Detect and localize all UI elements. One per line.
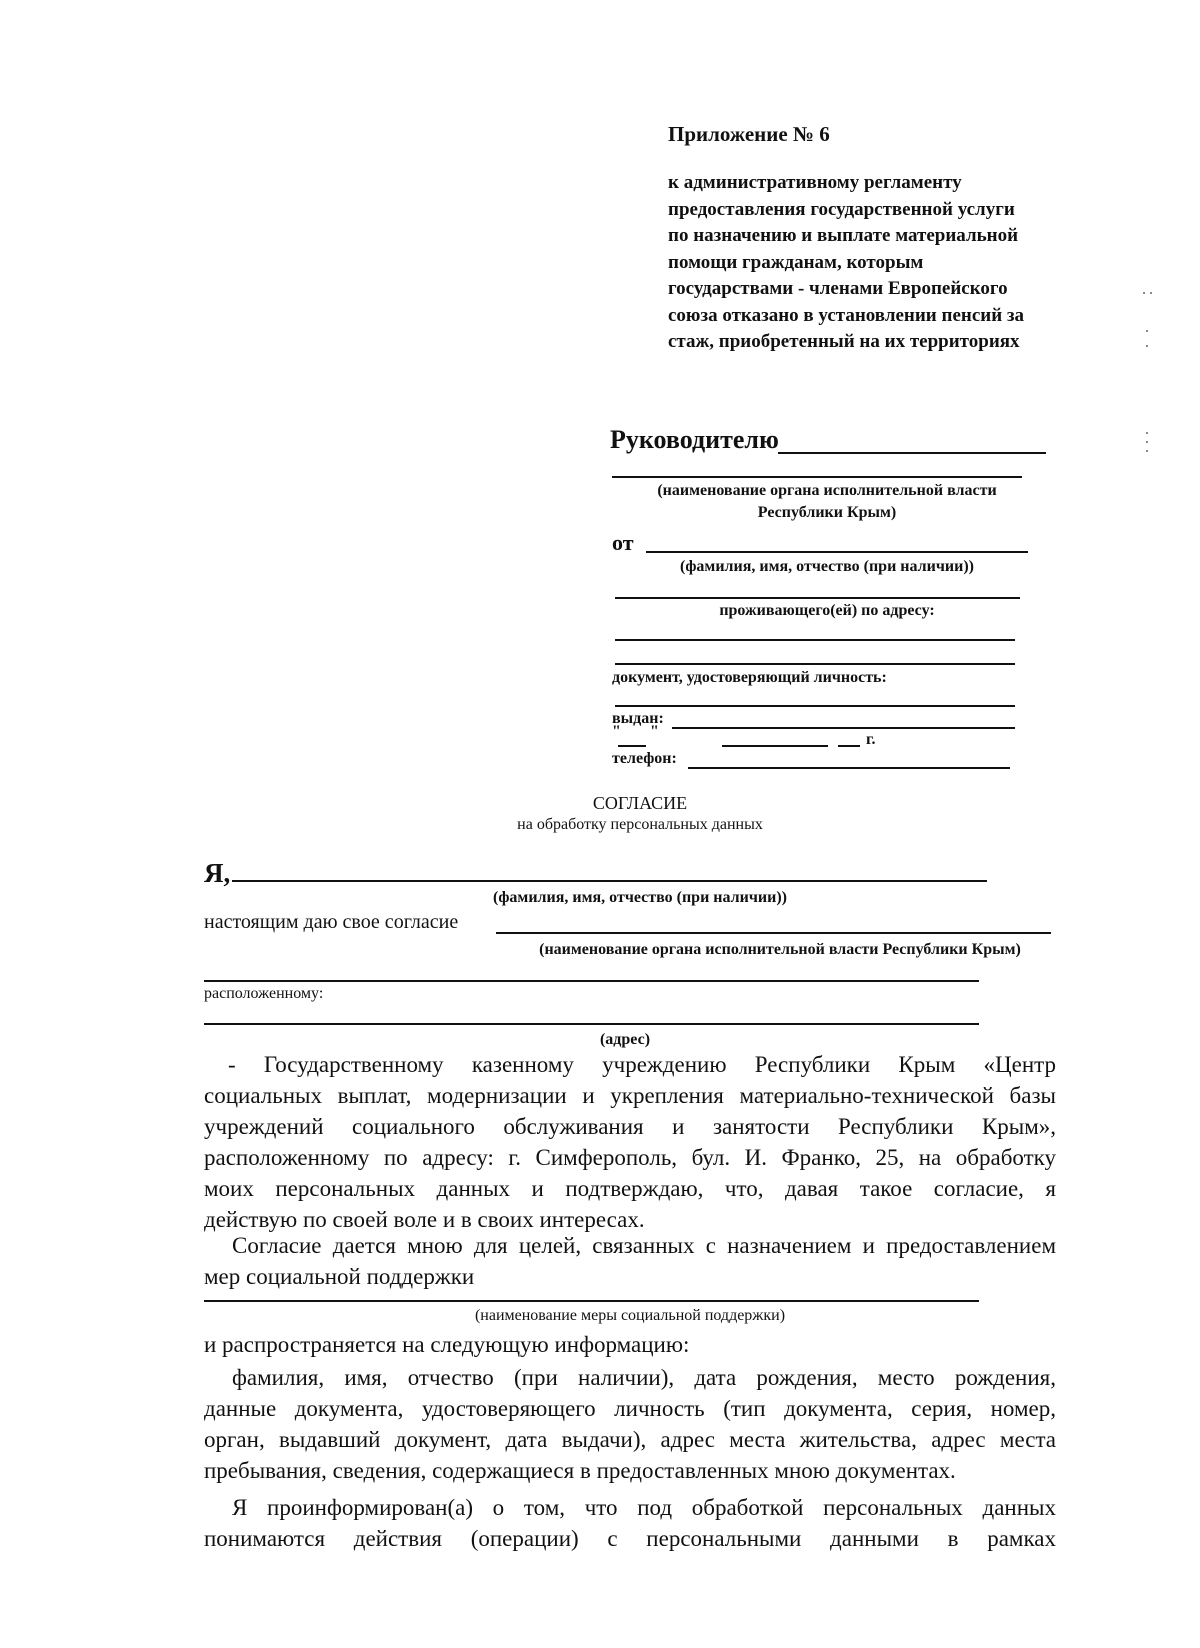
id-doc-label: документ, удостоверяющий личность: [612,669,887,686]
text-line: Согласие дается мною для целей, связанных с назначением и предоставлением [232,1233,1056,1258]
scan-speck [1146,432,1148,434]
text-line: моих персональных данных и подтверждаю, что, давая такое согласие, я [204,1176,1056,1201]
appendix-line: помощи гражданам, которым [668,251,924,273]
year-line[interactable] [838,745,860,747]
from-label: от [612,530,634,555]
month-line[interactable] [722,745,828,747]
location-line[interactable] [204,1023,979,1025]
text-line: расположенному по адресу: г. Симферополь, бул. И. Франко, 25, на обработку [204,1145,1056,1170]
consent-org-line[interactable] [496,932,1051,934]
appendix-title: Приложение № 6 [668,122,830,146]
consent-org-caption: (наименование органа исполнительной власти Республики Крым) [539,941,1021,958]
text-line: понимаются действия (операции) с персональными данными в рамках [204,1526,1056,1551]
text-line: мер социальной поддержки [204,1264,475,1289]
give-consent-text: настоящим даю свое согласие [204,911,459,933]
date-quote-open: " [612,723,621,740]
text-line: фамилия, имя, отчество (при наличии), дата рождения, место рождения, [232,1365,1056,1390]
i-fio-line[interactable] [232,880,987,882]
head-name-line[interactable] [778,452,1046,454]
appendix-line: государствами - членами Европейского [668,278,1008,299]
org-name-line[interactable] [612,476,1022,478]
text-line: пребывания, сведения, содержащиеся в предоставленных мною документах. [204,1458,956,1483]
paragraph-informed [204,1492,1056,1554]
day-line[interactable] [618,745,646,747]
to-label: Руководителю [610,425,779,454]
paragraph-center [204,1049,1056,1235]
id-doc-line[interactable] [615,705,1015,707]
text-line: социальных выплат, модернизации и укрепления материально-технической базы [204,1083,1056,1108]
address-line-2[interactable] [615,663,1015,665]
appendix-line: по назначению и выплате материальной [668,225,1019,246]
text-line: Я проинформирован(а) о том, что под обработкой персональных данных [232,1495,1056,1520]
scan-speck [1146,450,1148,452]
appendix-line: стаж, приобретенный на их территориях [668,331,1020,352]
text-line: учреждений социального обслуживания и занятости Республики Крым», [204,1114,1056,1139]
text-line: орган, выдавший документ, дата выдачи), адрес места жительства, адрес места [204,1427,1056,1452]
org-caption-line1: (наименование органа исполнительной власти [657,482,997,499]
scan-speck [1146,441,1148,443]
consent-subtitle: на обработку персональных данных [517,816,763,833]
fio-caption: (фамилия, имя, отчество (при наличии)) [680,558,974,575]
residence-caption: проживающего(ей) по адресу: [719,602,935,619]
issued-line[interactable] [672,727,1015,729]
address-caption: (адрес) [599,1031,651,1048]
extends-to-text: и распространяется на следующую информацию: [204,1332,690,1357]
paragraph-info-list [204,1362,1056,1486]
address-line-1[interactable] [615,639,1015,641]
i-fio-caption: (фамилия, имя, отчество (при наличии)) [493,889,787,906]
text-line: действую по своей воле и в своих интересах. [204,1207,645,1232]
measure-line[interactable] [204,1300,979,1302]
issued-label: выдан: [612,710,664,727]
paragraph-purpose [204,1230,1056,1292]
scan-speck [1143,292,1145,294]
scan-speck [1146,330,1148,332]
text-line: - Государственному казенному учреждению Республики Крым «Центр [228,1052,1056,1077]
phone-label: телефон: [612,750,677,767]
appendix-line: к административному регламенту [668,172,962,193]
org-caption-line2: Республики Крым) [757,504,897,521]
org-line-2[interactable] [204,980,979,982]
i-label: Я, [204,858,231,888]
from-fio-line[interactable] [646,551,1028,553]
date-quote-close: " [650,723,659,740]
text-line: данные документа, удостоверяющего личность (тип документа, серия, номер, [204,1396,1056,1421]
phone-line[interactable] [688,767,1010,769]
appendix-line: предоставления государственной услуги [668,198,1015,220]
year-suffix: г. [866,731,876,748]
located-label: расположенному: [204,985,324,1002]
fio-line-2[interactable] [615,597,1020,599]
appendix-line: союза отказано в установлении пенсий за [668,304,1025,326]
measure-caption: (наименование меры социальной поддержки) [474,1307,786,1324]
scan-speck [1146,345,1148,347]
scan-speck [1150,292,1152,294]
appendix-text [668,170,1108,356]
consent-title: СОГЛАСИЕ [592,793,688,813]
